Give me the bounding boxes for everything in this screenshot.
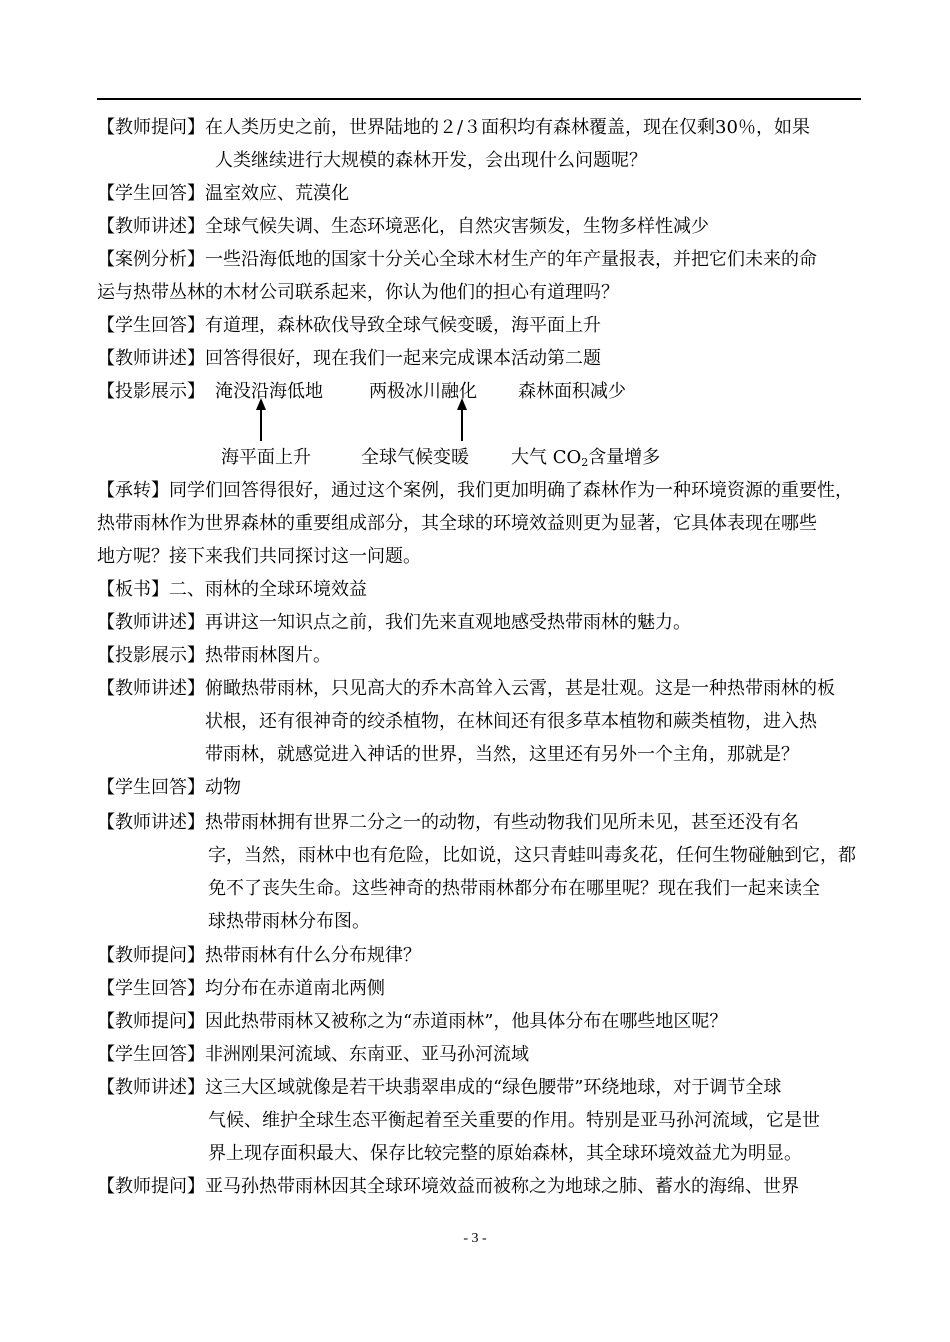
- paragraph-teacher-lecture-6: [97, 1071, 865, 1104]
- label: 【承转】: [97, 480, 169, 501]
- co2-subscript: 2: [581, 456, 589, 469]
- text-line: 俯瞰热带雨林，只见高大的乔木高耸入云霄，甚是壮观。这是一种热带雨林的板: [205, 678, 835, 699]
- label: 【教师讲述】: [97, 678, 205, 699]
- arrow-shaft: [260, 408, 262, 441]
- paragraph-teacher-question-2: [97, 939, 865, 972]
- text-line: 热带雨林图片。: [205, 645, 331, 666]
- paragraph-transition: [97, 474, 865, 507]
- diagram-bottom-item-2: 全球气候变暖: [361, 447, 469, 468]
- paragraph-teacher-lecture-1: [97, 210, 865, 243]
- text-line: 再讲这一知识点之前，我们先来直观地感受热带雨林的魅力。: [205, 612, 691, 633]
- text-line: 人类继续进行大规模的森林开发，会出现什么问题呢？: [215, 150, 647, 171]
- text-line: 免不了丧失生命。这些神奇的热带雨林都分布在哪里呢？现在我们一起来读全: [208, 878, 820, 899]
- paragraph-teacher-lecture-2: [97, 342, 865, 375]
- paragraph-student-answer-4: [97, 972, 865, 1005]
- paragraph-teacher-lecture-5: [97, 806, 865, 839]
- label: 【学生回答】: [97, 183, 205, 204]
- text-line: 亚马孙热带雨林因其全球环境效益而被称之为地球之肺、蓄水的海绵、世界: [205, 1176, 799, 1197]
- paragraph-student-answer-5: [97, 1038, 865, 1071]
- text-line: 有道理，森林砍伐导致全球气候变暖，海平面上升: [205, 315, 601, 336]
- text-line: 运与热带丛林的木材公司联系起来，你认为他们的担心有道理吗？: [97, 282, 619, 303]
- label: 【教师讲述】: [97, 1077, 205, 1098]
- paragraph-teacher-question-3: [97, 1005, 865, 1038]
- paragraph-case-analysis: [97, 243, 865, 276]
- paragraph-projection-2: [97, 639, 865, 672]
- co2-suffix: 含量增多: [588, 447, 661, 468]
- label: 【教师提问】: [97, 945, 205, 966]
- paragraph-student-answer-1: [97, 177, 865, 210]
- label: 【板书】: [97, 579, 169, 600]
- text-line: 热带雨林拥有世界二分之一的动物，有些动物我们见所未见，甚至还没有名: [205, 812, 799, 833]
- text-line: 热带雨林作为世界森林的重要组成部分，其全球的环境效益则更为显著，它具体表现在哪些: [97, 513, 817, 534]
- label: 【教师提问】: [97, 1011, 205, 1032]
- text-line: 这三大区域就像是若干块翡翠串成的“绿色腰带”环绕地球，对于调节全球: [205, 1077, 782, 1098]
- text-line: 一些沿海低地的国家十分关心全球木材生产的年产量报表，并把它们未来的命: [205, 249, 817, 270]
- text-line: 动物: [205, 777, 241, 798]
- label: 【学生回答】: [97, 777, 205, 798]
- label: 【教师讲述】: [97, 348, 205, 369]
- text-line: 温室效应、荒漠化: [205, 183, 349, 204]
- paragraph-teacher-lecture-4: [97, 672, 865, 705]
- arrow-shaft: [461, 408, 463, 441]
- label: 【教师讲述】: [97, 612, 205, 633]
- projection-display-diagram-label: [97, 375, 865, 408]
- text-line: 字，当然，雨林中也有危险，比如说，这只青蛙叫毒炙花，任何生物碰触到它，都: [208, 845, 856, 866]
- diagram-top-item-1: 淹没沿海低地: [215, 381, 323, 402]
- paragraph-student-answer-3: [97, 771, 865, 804]
- text-line: 球热带雨林分布图。: [208, 911, 370, 932]
- label: 【教师讲述】: [97, 812, 205, 833]
- label: 【学生回答】: [97, 315, 205, 336]
- text-line: 非洲刚果河流域、东南亚、亚马孙河流域: [205, 1044, 529, 1065]
- label: 【投影展示】: [97, 381, 205, 402]
- header-rule: [97, 98, 861, 100]
- paragraph-student-answer-2: [97, 309, 865, 342]
- text-line: 回答得很好，现在我们一起来完成课本活动第二题: [205, 348, 601, 369]
- text-line: 热带雨林有什么分布规律？: [205, 945, 421, 966]
- label: 【教师提问】: [97, 117, 205, 138]
- co2-text: 大气 CO: [511, 447, 582, 468]
- paragraph-teacher-question-4: [97, 1170, 865, 1203]
- label: 【教师讲述】: [97, 216, 205, 237]
- page-number: - 3 -: [463, 1231, 487, 1246]
- diagram-top-item-2: 两极冰川融化: [369, 381, 477, 402]
- label: 【投影展示】: [97, 645, 205, 666]
- paragraph-board-note: [97, 573, 865, 606]
- paragraph-teacher-lecture-3: [97, 606, 865, 639]
- text-line: 带雨林，就感觉进入神话的世界，当然，这里还有另外一个主角，那就是？: [205, 744, 799, 765]
- label: 【案例分析】: [97, 249, 205, 270]
- paragraph-teacher-question-1: [97, 111, 865, 144]
- diagram-top-item-3: 森林面积减少: [518, 381, 626, 402]
- label: 【学生回答】: [97, 978, 205, 999]
- label: 【学生回答】: [97, 1044, 205, 1065]
- text-line: 界上现存面积最大、保存比较完整的原始森林，其全球环境效益尤为明显。: [208, 1143, 802, 1164]
- text-line: 因此热带雨林又被称之为“赤道雨林”，他具体分布在哪些地区呢？: [205, 1011, 728, 1032]
- text-line: 二、雨林的全球环境效益: [169, 579, 367, 600]
- text-line: 全球气候失调、生态环境恶化，自然灾害频发，生物多样性减少: [205, 216, 709, 237]
- text-line: 地方呢？接下来我们共同探讨这一问题。: [97, 546, 421, 567]
- text-line: 在人类历史之前，世界陆地的２/３面积均有森林覆盖，现在仅剩30％，如果: [205, 117, 810, 138]
- text-line: 气候、维护全球生态平衡起着至关重要的作用。特别是亚马孙河流域，它是世: [208, 1110, 820, 1131]
- text-line: 同学们回答得很好，通过这个案例，我们更加明确了森林作为一种环境资源的重要性，: [169, 480, 853, 501]
- text-line: 状根，还有很神奇的绞杀植物，在林间还有很多草本植物和蕨类植物，进入热: [205, 711, 817, 732]
- label: 【教师提问】: [97, 1176, 205, 1197]
- text-line: 均分布在赤道南北两侧: [205, 978, 385, 999]
- diagram-bottom-item-1: 海平面上升: [221, 447, 311, 468]
